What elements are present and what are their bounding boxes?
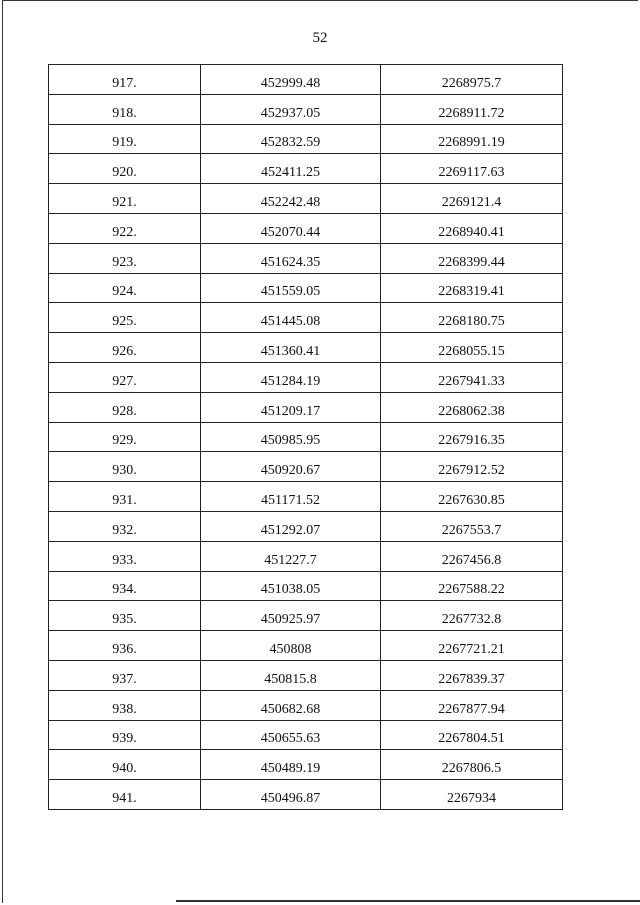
point-number-cell: 919. bbox=[49, 124, 201, 154]
y-coordinate-cell: 2268940.41 bbox=[381, 213, 563, 243]
table-row bbox=[49, 124, 563, 154]
point-number-cell: 934. bbox=[49, 571, 201, 601]
point-number-cell: 921. bbox=[49, 184, 201, 214]
table-row bbox=[49, 94, 563, 124]
x-coordinate-cell: 451171.52 bbox=[201, 482, 381, 512]
x-coordinate-cell: 452832.59 bbox=[201, 124, 381, 154]
x-coordinate-cell: 450925.97 bbox=[201, 601, 381, 631]
point-number-cell: 930. bbox=[49, 452, 201, 482]
table-row bbox=[49, 511, 563, 541]
page-number: 52 bbox=[312, 30, 328, 46]
y-coordinate-cell: 2267934 bbox=[381, 780, 563, 810]
point-number-cell: 938. bbox=[49, 690, 201, 720]
y-coordinate-cell: 2267839.37 bbox=[381, 660, 563, 690]
x-coordinate-cell: 450808 bbox=[201, 631, 381, 661]
point-number-cell: 917. bbox=[49, 65, 201, 95]
y-coordinate-cell: 2269121.4 bbox=[381, 184, 563, 214]
x-coordinate-cell: 450985.95 bbox=[201, 422, 381, 452]
y-coordinate-cell: 2267456.8 bbox=[381, 541, 563, 571]
x-coordinate-cell: 451038.05 bbox=[201, 571, 381, 601]
table-row bbox=[49, 631, 563, 661]
x-coordinate-cell: 450496.87 bbox=[201, 780, 381, 810]
point-number-cell: 918. bbox=[49, 94, 201, 124]
x-coordinate-cell: 451445.08 bbox=[201, 303, 381, 333]
point-number-cell: 926. bbox=[49, 333, 201, 363]
bottom-rule bbox=[176, 900, 640, 902]
y-coordinate-cell: 2268975.7 bbox=[381, 65, 563, 95]
x-coordinate-cell: 451227.7 bbox=[201, 541, 381, 571]
table-row bbox=[49, 720, 563, 750]
x-coordinate-cell: 451559.05 bbox=[201, 273, 381, 303]
x-coordinate-cell: 451360.41 bbox=[201, 333, 381, 363]
x-coordinate-cell: 451624.35 bbox=[201, 243, 381, 273]
y-coordinate-cell: 2267553.7 bbox=[381, 511, 563, 541]
point-number-cell: 933. bbox=[49, 541, 201, 571]
point-number-cell: 920. bbox=[49, 154, 201, 184]
coordinates-table bbox=[48, 64, 563, 810]
point-number-cell: 925. bbox=[49, 303, 201, 333]
point-number-cell: 928. bbox=[49, 392, 201, 422]
table-row bbox=[49, 571, 563, 601]
y-coordinate-cell: 2268180.75 bbox=[381, 303, 563, 333]
point-number-cell: 927. bbox=[49, 362, 201, 392]
y-coordinate-cell: 2267630.85 bbox=[381, 482, 563, 512]
point-number-cell: 923. bbox=[49, 243, 201, 273]
table-row bbox=[49, 303, 563, 333]
table-row bbox=[49, 184, 563, 214]
table-row bbox=[49, 154, 563, 184]
table-row bbox=[49, 213, 563, 243]
point-number-cell: 941. bbox=[49, 780, 201, 810]
point-number-cell: 922. bbox=[49, 213, 201, 243]
point-number-cell: 936. bbox=[49, 631, 201, 661]
x-coordinate-cell: 452411.25 bbox=[201, 154, 381, 184]
point-number-cell: 937. bbox=[49, 660, 201, 690]
x-coordinate-cell: 450815.8 bbox=[201, 660, 381, 690]
x-coordinate-cell: 450682.68 bbox=[201, 690, 381, 720]
point-number-cell: 940. bbox=[49, 750, 201, 780]
table-row bbox=[49, 273, 563, 303]
y-coordinate-cell: 2267806.5 bbox=[381, 750, 563, 780]
table-row bbox=[49, 392, 563, 422]
table-row bbox=[49, 541, 563, 571]
x-coordinate-cell: 451284.19 bbox=[201, 362, 381, 392]
x-coordinate-cell: 452999.48 bbox=[201, 65, 381, 95]
table-row bbox=[49, 482, 563, 512]
y-coordinate-cell: 2267804.51 bbox=[381, 720, 563, 750]
y-coordinate-cell: 2268399.44 bbox=[381, 243, 563, 273]
table-row bbox=[49, 452, 563, 482]
y-coordinate-cell: 2268991.19 bbox=[381, 124, 563, 154]
x-coordinate-cell: 451209.17 bbox=[201, 392, 381, 422]
x-coordinate-cell: 450920.67 bbox=[201, 452, 381, 482]
point-number-cell: 931. bbox=[49, 482, 201, 512]
point-number-cell: 935. bbox=[49, 601, 201, 631]
y-coordinate-cell: 2268911.72 bbox=[381, 94, 563, 124]
y-coordinate-cell: 2267916.35 bbox=[381, 422, 563, 452]
y-coordinate-cell: 2267732.8 bbox=[381, 601, 563, 631]
table-row bbox=[49, 362, 563, 392]
y-coordinate-cell: 2268055.15 bbox=[381, 333, 563, 363]
table-body bbox=[49, 65, 563, 810]
x-coordinate-cell: 451292.07 bbox=[201, 511, 381, 541]
point-number-cell: 929. bbox=[49, 422, 201, 452]
x-coordinate-cell: 450655.63 bbox=[201, 720, 381, 750]
x-coordinate-cell: 452070.44 bbox=[201, 213, 381, 243]
y-coordinate-cell: 2267941.33 bbox=[381, 362, 563, 392]
y-coordinate-cell: 2269117.63 bbox=[381, 154, 563, 184]
table-row bbox=[49, 750, 563, 780]
table-row bbox=[49, 65, 563, 95]
y-coordinate-cell: 2268062.38 bbox=[381, 392, 563, 422]
y-coordinate-cell: 2267877.94 bbox=[381, 690, 563, 720]
y-coordinate-cell: 2267912.52 bbox=[381, 452, 563, 482]
point-number-cell: 939. bbox=[49, 720, 201, 750]
table-row bbox=[49, 422, 563, 452]
point-number-cell: 932. bbox=[49, 511, 201, 541]
y-coordinate-cell: 2267588.22 bbox=[381, 571, 563, 601]
y-coordinate-cell: 2267721.21 bbox=[381, 631, 563, 661]
x-coordinate-cell: 450489.19 bbox=[201, 750, 381, 780]
point-number-cell: 924. bbox=[49, 273, 201, 303]
table-row bbox=[49, 690, 563, 720]
y-coordinate-cell: 2268319.41 bbox=[381, 273, 563, 303]
x-coordinate-cell: 452937.05 bbox=[201, 94, 381, 124]
table-row bbox=[49, 333, 563, 363]
table-row bbox=[49, 660, 563, 690]
table-row bbox=[49, 243, 563, 273]
table-row bbox=[49, 780, 563, 810]
x-coordinate-cell: 452242.48 bbox=[201, 184, 381, 214]
table-row bbox=[49, 601, 563, 631]
